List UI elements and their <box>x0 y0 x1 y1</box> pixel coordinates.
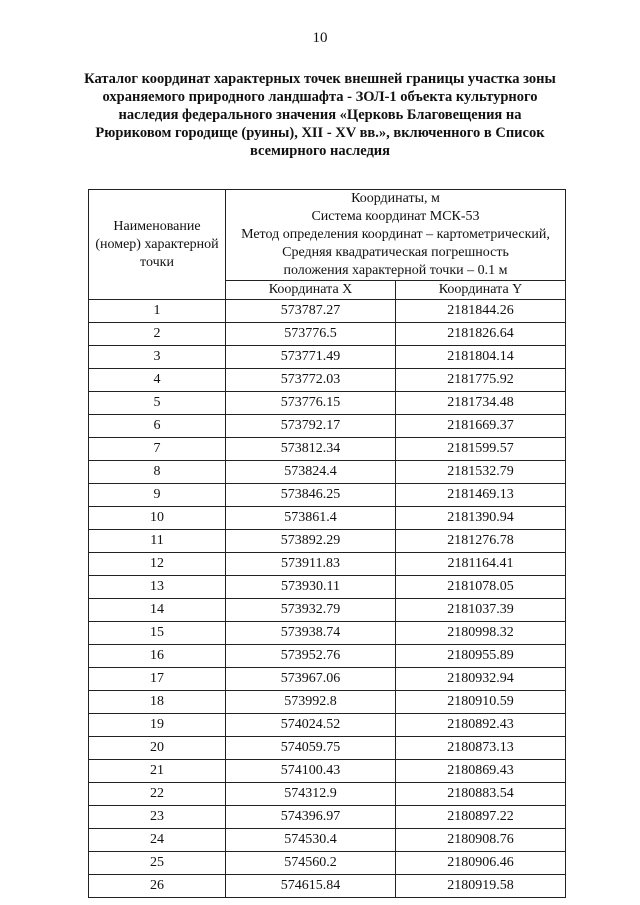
point-number-cell: 18 <box>89 691 226 714</box>
coordinate-y-cell: 2180919.58 <box>396 875 566 898</box>
table-row <box>89 622 566 645</box>
coordinate-y-cell: 2181532.79 <box>396 461 566 484</box>
coordinate-x-cell: 574560.2 <box>226 852 396 875</box>
table-row <box>89 668 566 691</box>
table-row <box>89 737 566 760</box>
coordinate-x-cell: 573967.06 <box>226 668 396 691</box>
coordinate-y-cell: 2180883.54 <box>396 783 566 806</box>
table-row <box>89 346 566 369</box>
coordinate-y-cell: 2181164.41 <box>396 553 566 576</box>
point-number-cell: 11 <box>89 530 226 553</box>
table-row <box>89 829 566 852</box>
coordinate-x-cell: 573792.17 <box>226 415 396 438</box>
table-row <box>89 415 566 438</box>
point-number-cell: 16 <box>89 645 226 668</box>
coordinate-x-cell: 573930.11 <box>226 576 396 599</box>
coordinates-header-line: положения характерной точки – 0.1 м <box>283 263 508 278</box>
point-number-cell: 9 <box>89 484 226 507</box>
coordinate-x-cell: 573846.25 <box>226 484 396 507</box>
coordinate-x-cell: 573771.49 <box>226 346 396 369</box>
point-number-cell: 3 <box>89 346 226 369</box>
point-number-cell: 10 <box>89 507 226 530</box>
point-number-cell: 25 <box>89 852 226 875</box>
coordinate-y-cell: 2181734.48 <box>396 392 566 415</box>
point-number-cell: 12 <box>89 553 226 576</box>
coordinate-y-cell: 2181390.94 <box>396 507 566 530</box>
coordinate-x-cell: 573932.79 <box>226 599 396 622</box>
table-row <box>89 783 566 806</box>
page-number: 10 <box>312 30 328 46</box>
coordinate-y-cell: 2180910.59 <box>396 691 566 714</box>
coordinate-x-cell: 574024.52 <box>226 714 396 737</box>
coordinate-x-cell: 573776.5 <box>226 323 396 346</box>
table-row <box>89 645 566 668</box>
coordinate-y-cell: 2181599.57 <box>396 438 566 461</box>
table-row <box>89 300 566 323</box>
coordinate-y-cell: 2180869.43 <box>396 760 566 783</box>
coordinate-x-cell: 573776.15 <box>226 392 396 415</box>
point-number-cell: 5 <box>89 392 226 415</box>
coordinate-y-cell: 2181276.78 <box>396 530 566 553</box>
coordinate-x-cell: 574396.97 <box>226 806 396 829</box>
point-number-cell: 24 <box>89 829 226 852</box>
table-body <box>89 300 566 898</box>
table-row <box>89 553 566 576</box>
point-number-cell: 7 <box>89 438 226 461</box>
table-row <box>89 392 566 415</box>
coordinates-header-line: Средняя квадратическая погрешность <box>282 245 509 260</box>
coordinate-x-cell: 573812.34 <box>226 438 396 461</box>
table-row <box>89 760 566 783</box>
coordinate-y-cell: 2181469.13 <box>396 484 566 507</box>
table-row <box>89 323 566 346</box>
coordinate-x-cell: 574312.9 <box>226 783 396 806</box>
table-row <box>89 369 566 392</box>
point-number-cell: 26 <box>89 875 226 898</box>
point-number-cell: 19 <box>89 714 226 737</box>
coordinates-header <box>226 190 566 281</box>
coordinate-y-cell: 2180908.76 <box>396 829 566 852</box>
point-number-cell: 8 <box>89 461 226 484</box>
coordinate-y-cell: 2181775.92 <box>396 369 566 392</box>
coordinate-y-cell: 2180892.43 <box>396 714 566 737</box>
point-name-header: Наименование (номер) характерной точки <box>89 190 226 300</box>
coordinate-x-cell: 573787.27 <box>226 300 396 323</box>
point-number-cell: 17 <box>89 668 226 691</box>
coordinate-y-cell: 2180897.22 <box>396 806 566 829</box>
coordinates-header-line: Метод определения координат – картометрический, <box>241 227 550 242</box>
coordinate-y-cell: 2180998.32 <box>396 622 566 645</box>
coordinate-x-cell: 573938.74 <box>226 622 396 645</box>
point-number-cell: 13 <box>89 576 226 599</box>
coordinate-y-cell: 2180906.46 <box>396 852 566 875</box>
coordinate-y-cell: 2181804.14 <box>396 346 566 369</box>
coordinate-x-cell: 574059.75 <box>226 737 396 760</box>
coordinate-y-cell: 2181078.05 <box>396 576 566 599</box>
point-number-cell: 20 <box>89 737 226 760</box>
column-header-x: Координата X <box>226 281 396 300</box>
coordinate-x-cell: 573952.76 <box>226 645 396 668</box>
table-row <box>89 507 566 530</box>
coordinate-x-cell: 573892.29 <box>226 530 396 553</box>
table-row <box>89 875 566 898</box>
coordinate-x-cell: 573861.4 <box>226 507 396 530</box>
coordinate-y-cell: 2180932.94 <box>396 668 566 691</box>
table-row <box>89 806 566 829</box>
table-row <box>89 530 566 553</box>
table-row <box>89 599 566 622</box>
coordinate-y-cell: 2181037.39 <box>396 599 566 622</box>
table-row <box>89 461 566 484</box>
table-row <box>89 438 566 461</box>
coordinate-x-cell: 573824.4 <box>226 461 396 484</box>
coordinates-header-line: Система координат МСК-53 <box>311 209 480 224</box>
point-number-cell: 4 <box>89 369 226 392</box>
table-row <box>89 852 566 875</box>
coordinate-y-cell: 2180873.13 <box>396 737 566 760</box>
point-number-cell: 1 <box>89 300 226 323</box>
coordinates-table <box>88 189 566 898</box>
point-number-cell: 15 <box>89 622 226 645</box>
point-number-cell: 21 <box>89 760 226 783</box>
point-number-cell: 14 <box>89 599 226 622</box>
coordinate-x-cell: 573772.03 <box>226 369 396 392</box>
coordinate-y-cell: 2180955.89 <box>396 645 566 668</box>
column-header-y: Координата Y <box>396 281 566 300</box>
table-row <box>89 714 566 737</box>
coordinate-y-cell: 2181826.64 <box>396 323 566 346</box>
coordinate-x-cell: 574530.4 <box>226 829 396 852</box>
coordinates-header-line: Координаты, м <box>351 191 440 206</box>
coordinate-x-cell: 574100.43 <box>226 760 396 783</box>
point-number-cell: 2 <box>89 323 226 346</box>
table-row <box>89 484 566 507</box>
coordinate-x-cell: 573992.8 <box>226 691 396 714</box>
table-row <box>89 576 566 599</box>
point-number-cell: 6 <box>89 415 226 438</box>
point-number-cell: 23 <box>89 806 226 829</box>
table-row <box>89 691 566 714</box>
coordinate-y-cell: 2181669.37 <box>396 415 566 438</box>
document-title: Каталог координат характерных точек внешней границы участка зоны охраняемого природного ландшафта - ЗОЛ-1 объекта культурного наследия федерального значения «Церковь Благовещения на Рюриковом городище (руины), XII - XV вв.», включенного в Список всемирного наследия <box>84 71 556 159</box>
coordinate-y-cell: 2181844.26 <box>396 300 566 323</box>
coordinate-x-cell: 574615.84 <box>226 875 396 898</box>
coordinate-x-cell: 573911.83 <box>226 553 396 576</box>
point-number-cell: 22 <box>89 783 226 806</box>
